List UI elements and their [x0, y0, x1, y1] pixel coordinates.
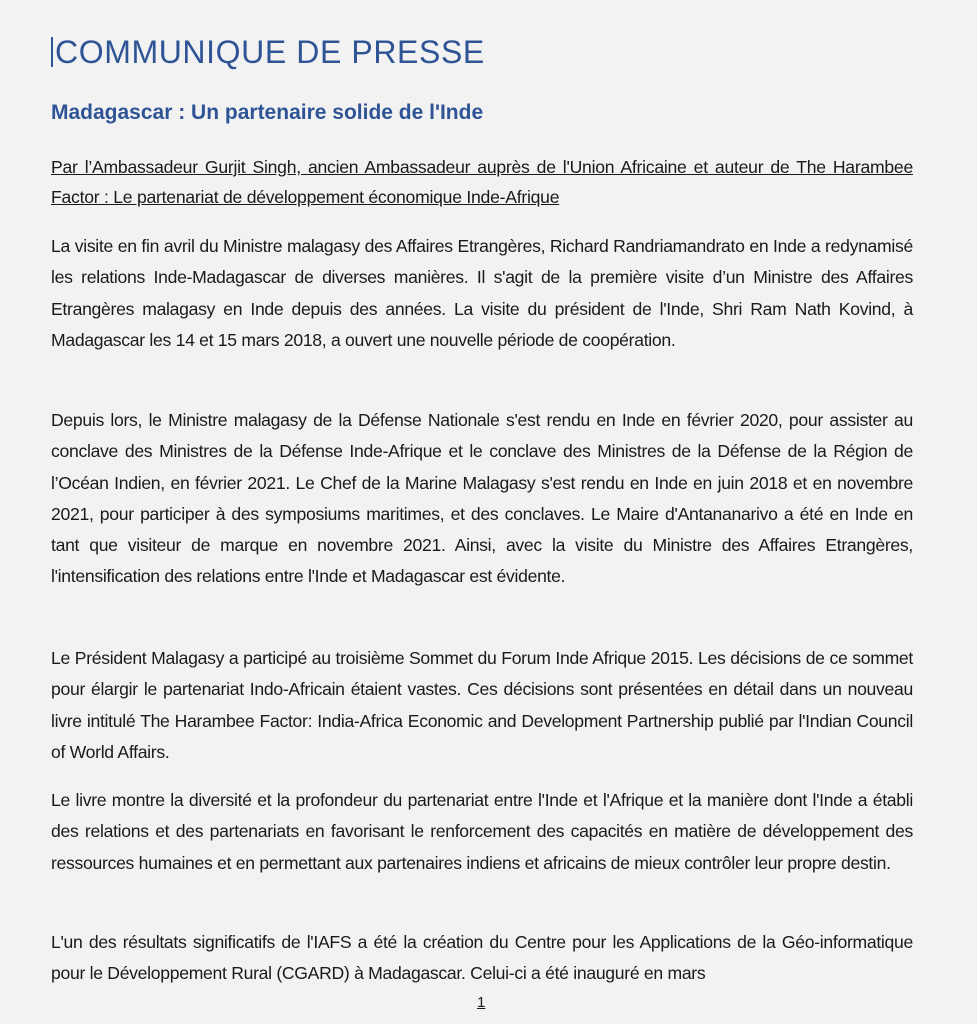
document-title — [51, 30, 485, 74]
document-title-text: COMMUNIQUE DE PRESSE — [55, 34, 485, 70]
body-paragraph: Le livre montre la diversité et la profondeur du partenariat entre l'Inde et l'Afrique et la manière dont l'Inde a établi des relations et des partenariats en favorisant le renforcement des capacités en matière de développement des ressources humaines et en permettant aux partenaires indiens et africains de mieux contrôler leur propre destin. — [51, 790, 913, 873]
body-paragraph: Le Président Malagasy a participé au troisième Sommet du Forum Inde Afrique 2015. Les décisions de ce sommet pour élargir le partenariat Indo-Africain étaient vastes. Ces décisions sont présentées en détail dans un nouveau livre intitulé The Harambee Factor: India-Africa Economic and Development Partnership publié par l'Indian Council of World Affairs. — [51, 648, 913, 762]
body-paragraph: Depuis lors, le Ministre malagasy de la Défense Nationale s'est rendu en Inde en février 2020, pour assister au conclave des Ministres de la Défense Inde-Afrique et le conclave des Ministres de la Défense de la Région de l’Océan Indien, en février 2021. Le Chef de la Marine Malagasy s'est rendu en Inde en juin 2018 et en novembre 2021, pour participer à des symposiums maritimes, et des conclaves. Le Maire d'Antananarivo a été en Inde en tant que visiteur de marque en novembre 2021. Ainsi, avec la visite du Ministre des Affaires Etrangères, l'intensification des relations entre l'Inde et Madagascar est évidente. — [51, 410, 913, 587]
article-subtitle: Madagascar : Un partenaire solide de l'Inde — [51, 101, 484, 124]
body-paragraph: L'un des résultats significatifs de l'IAFS a été la création du Centre pour les Applications de la Géo-informatique pour le Développement Rural (CGARD) à Madagascar. Celui-ci a été inauguré en mars — [51, 932, 913, 984]
body-paragraph: La visite en fin avril du Ministre malagasy des Affaires Etrangères, Richard Randriamandrato en Inde a redynamisé les relations Inde-Madagascar de diverses manières. Il s'agit de la première visite d’un Ministre des Affaires Etrangères malagasy en Inde depuis des années. La visite du président de l'Inde, Shri Ram Nath Kovind, à Madagascar les 14 et 15 mars 2018, a ouvert une nouvelle période de coopération. — [51, 236, 913, 350]
page-number: 1 — [477, 994, 486, 1011]
title-marker-bar — [51, 37, 53, 67]
author-byline: Par l’Ambassadeur Gurjit Singh, ancien Ambassadeur auprès de l'Union Africaine et auteur de The Harambee Factor : Le partenariat de développement économique Inde-Afrique — [51, 157, 913, 207]
